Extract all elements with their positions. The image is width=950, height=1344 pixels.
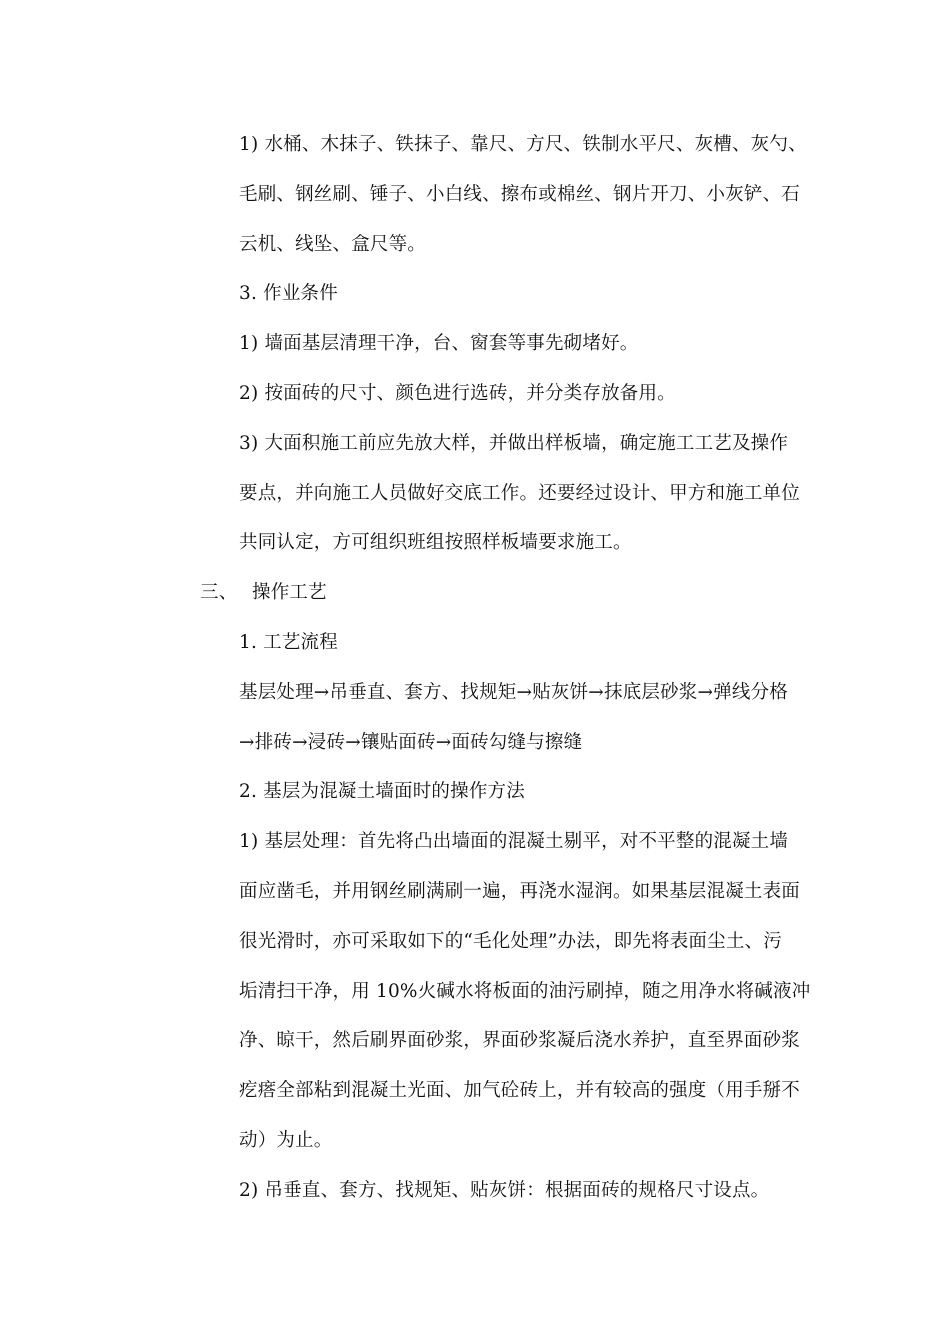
text-line: 2) 吊垂直、套方、找规矩、贴灰饼：根据面砖的规格尺寸设点。: [239, 1179, 770, 1201]
document-body: [200, 120, 811, 1216]
subheading-process-flow: 1. 工艺流程: [239, 631, 338, 653]
text-line: 1) 墙面基层清理干净，台、窗套等事先砌堵好。: [239, 333, 639, 355]
section-title: 操作工艺: [252, 582, 327, 604]
text-line: 云机、线坠、盒尺等。: [239, 233, 427, 255]
text-line: 3) 大面积施工前应先放大样，并做出样板墙，确定施工工艺及操作: [239, 432, 789, 454]
text-line: 1) 水桶、木抹子、铁抹子、靠尺、方尺、铁制水平尺、灰槽、灰勺、: [239, 134, 807, 155]
text-line: 1) 基层处理：首先将凸出墙面的混凝土剔平，对不平整的混凝土墙: [239, 831, 789, 853]
section-heading: [200, 568, 811, 618]
text-line: 净、晾干，然后刷界面砂浆，界面砂浆凝后浇水养护，直至界面砂浆: [239, 1030, 801, 1052]
subheading-operation-method: 2. 基层为混凝土墙面时的操作方法: [239, 781, 525, 803]
text-line: 垢清扫干净，用 10%火碱水将板面的油污刷掉，随之用净水将碱液冲: [239, 980, 811, 1002]
text-line: →排砖→浸砖→镶贴面砖→面砖勾缝与擦缝: [239, 731, 583, 753]
text-line: 毛刷、钢丝刷、锤子、小白线、擦布或棉丝、钢片开刀、小灰铲、石: [239, 183, 801, 205]
text-line: 共同认定，方可组织班组按照样板墙要求施工。: [239, 532, 632, 554]
text-line: 面应凿毛，并用钢丝刷满刷一遍，再浇水湿润。如果基层混凝土表面: [239, 880, 801, 902]
text-line: 要点，并向施工人员做好交底工作。还要经过设计、甲方和施工单位: [239, 482, 801, 504]
text-line: 2) 按面砖的尺寸、颜色进行选砖，并分类存放备用。: [239, 382, 676, 404]
text-line: 疙瘩全部粘到混凝土光面、加气砼砖上，并有较高的强度（用手掰不: [239, 1080, 801, 1102]
text-line: 动）为止。: [239, 1129, 333, 1151]
text-line: 很光滑时，亦可采取如下的“毛化处理”办法，即先将表面尘土、污: [239, 930, 782, 952]
subheading-work-conditions: 3. 作业条件: [239, 283, 338, 305]
text-line: 基层处理→吊垂直、套方、找规矩→贴灰饼→抹底层砂浆→弹线分格: [239, 681, 789, 703]
section-number: 三、: [200, 582, 238, 604]
